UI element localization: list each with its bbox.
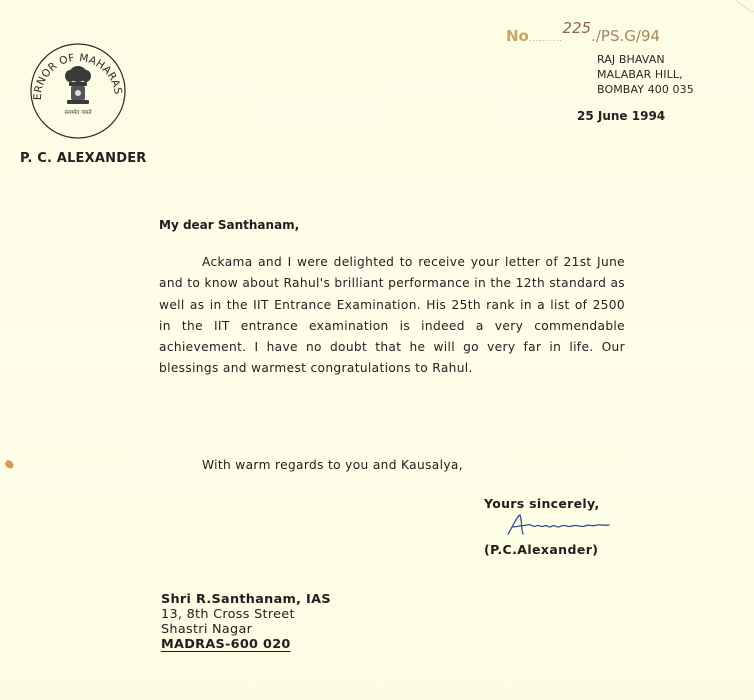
body-paragraph: Ackama and I were delighted to receive your letter of 21st June and to know about Rahul's brilliant performance in the 12th standard as well as in the IIT Entrance Examination. His 25th rank in a list of 2500 in the IIT entrance examination is indeed a very commendable achievement. I have no doubt that he will go very far in life. Our blessings and warmest congratulations to Rahul. bbox=[159, 255, 625, 376]
salutation: My dear Santhanam, bbox=[159, 218, 300, 232]
ref-prefix: No bbox=[506, 27, 529, 45]
signature-icon bbox=[505, 512, 615, 538]
ref-number: 225 bbox=[562, 19, 592, 37]
governor-seal bbox=[27, 40, 129, 140]
reference-number bbox=[506, 19, 661, 45]
sender-name: P. C. ALEXANDER bbox=[20, 151, 147, 166]
recipient-city: MADRAS-600 020 bbox=[161, 637, 291, 652]
signatory-name: (P.C.Alexander) bbox=[484, 542, 599, 557]
recipient-name: Shri R.Santhanam, IAS bbox=[161, 592, 331, 607]
valediction: Yours sincerely, bbox=[484, 496, 600, 511]
letter-date: 25 June 1994 bbox=[577, 109, 666, 123]
ref-suffix: ./PS.G/94 bbox=[591, 27, 661, 45]
corner-fold-icon bbox=[734, 0, 754, 18]
state-emblem-icon bbox=[27, 40, 129, 140]
recipient-address-line-1: 13, 8th Cross Street bbox=[161, 607, 295, 622]
ref-dots: .......... bbox=[528, 34, 563, 44]
seal-text: ERNOR OF MAHARAS bbox=[31, 51, 124, 101]
address-line-1: RAJ BHAVAN bbox=[597, 53, 665, 66]
seal-motto: सत्यमेव जयते bbox=[64, 110, 92, 116]
address-line-2: MALABAR HILL, bbox=[597, 68, 683, 81]
address-line-3: BOMBAY 400 035 bbox=[597, 83, 694, 96]
closing-line: With warm regards to you and Kausalya, bbox=[202, 458, 463, 472]
letter-body bbox=[159, 252, 625, 380]
paper-stain bbox=[4, 459, 15, 470]
recipient-address-line-2: Shastri Nagar bbox=[161, 622, 253, 637]
